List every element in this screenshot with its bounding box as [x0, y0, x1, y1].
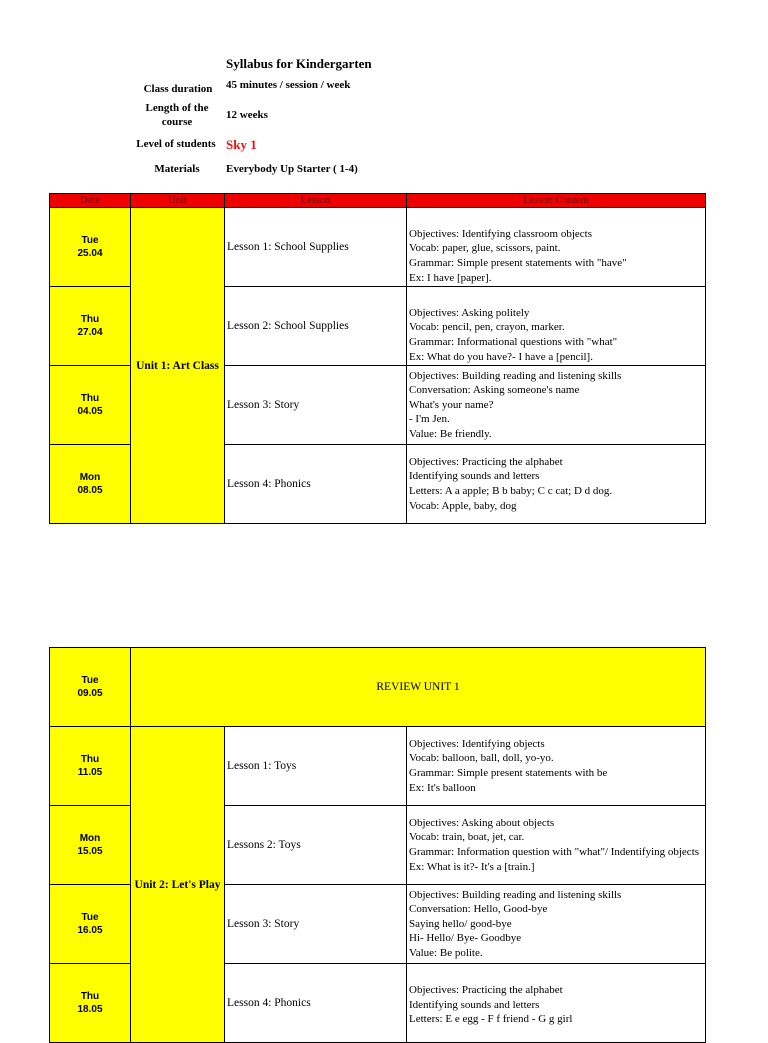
unit-cell: Unit 2: Let's Play: [131, 727, 225, 1043]
lesson-content-cell: Objectives: Asking politely Vocab: pencil, pen, crayon, marker. Grammar: Informational questions with "what" Ex: What do you have?- I have a [pencil].: [407, 287, 706, 366]
lesson-content-cell: Objectives: Identifying classroom objects Vocab: paper, glue, scissors, paint. Grammar: Simple present statements with "have" Ex: I have [paper].: [407, 208, 706, 287]
column-header-lesson-content: Lesson Content: [407, 194, 706, 208]
unit-cell: Unit 1: Art Class: [131, 208, 225, 524]
lesson-content-cell: Objectives: Identifying objects Vocab: balloon, ball, doll, yo-yo. Grammar: Simple present statements with be Ex: It's balloon: [407, 727, 706, 806]
class-duration-value: 45 minutes / session / week: [226, 79, 351, 91]
class-duration-label: Class duration: [143, 83, 213, 95]
lesson-cell: Lessons 2: Toys: [225, 806, 407, 885]
date-cell: Tue 16.05: [50, 885, 131, 964]
syllabus-table-unit-2: [49, 647, 706, 1043]
syllabus-title: Syllabus for Kindergarten: [226, 56, 372, 71]
lesson-cell: Lesson 3: Story: [225, 366, 407, 445]
student-level-label: Level of students: [136, 138, 216, 150]
date-cell: Thu 18.05: [50, 964, 131, 1043]
student-level-value: Sky 1: [226, 137, 257, 152]
materials-value: Everybody Up Starter ( 1-4): [226, 163, 358, 175]
review-row: [50, 648, 706, 727]
date-cell: Tue 25.04: [50, 208, 131, 287]
lesson-cell: Lesson 1: School Supplies: [225, 208, 407, 287]
table-row: [50, 208, 706, 287]
review-unit-cell: REVIEW UNIT 1: [131, 648, 706, 727]
lesson-content-cell: Objectives: Practicing the alphabet Identifying sounds and letters Letters: A a apple; B b baby; C c cat; D d dog. Vocab: Apple, baby, dog: [407, 445, 706, 524]
table-header-row: [50, 194, 706, 208]
lesson-cell: Lesson 2: School Supplies: [225, 287, 407, 366]
date-cell: Mon 15.05: [50, 806, 131, 885]
column-header-lesson: Lesson: [225, 194, 407, 208]
column-header-unit: Unit: [131, 194, 225, 208]
lesson-content-cell: Objectives: Asking about objects Vocab: train, boat, jet, car. Grammar: Information question with "what"/ Indentifying objects Ex: What is it?- It's a [train.]: [407, 806, 706, 885]
materials-label: Materials: [154, 163, 200, 175]
lesson-cell: Lesson 1: Toys: [225, 727, 407, 806]
date-cell: Thu 27.04: [50, 287, 131, 366]
lesson-cell: Lesson 3: Story: [225, 885, 407, 964]
course-length-value: 12 weeks: [226, 109, 268, 121]
lesson-content-cell: Objectives: Building reading and listening skills Conversation: Asking someone's name What's your name? - I'm Jen. Value: Be friendly.: [407, 366, 706, 445]
lesson-cell: Lesson 4: Phonics: [225, 445, 407, 524]
column-header-date: Date: [50, 194, 131, 208]
lesson-content-cell: Objectives: Building reading and listening skills Conversation: Hello, Good-bye Saying hello/ good-bye Hi- Hello/ Bye- Goodbye Value: Be polite.: [407, 885, 706, 964]
lesson-content-cell: Objectives: Practicing the alphabet Identifying sounds and letters Letters: E e egg - F f friend - G g girl: [407, 964, 706, 1043]
date-cell: Mon 08.05: [50, 445, 131, 524]
date-cell: Thu 04.05: [50, 366, 131, 445]
date-cell: Thu 11.05: [50, 727, 131, 806]
syllabus-table-unit-1: [49, 193, 706, 524]
course-length-label: Length of the course: [145, 102, 209, 128]
date-cell: Tue 09.05: [50, 648, 131, 727]
table-row: [50, 727, 706, 806]
lesson-cell: Lesson 4: Phonics: [225, 964, 407, 1043]
